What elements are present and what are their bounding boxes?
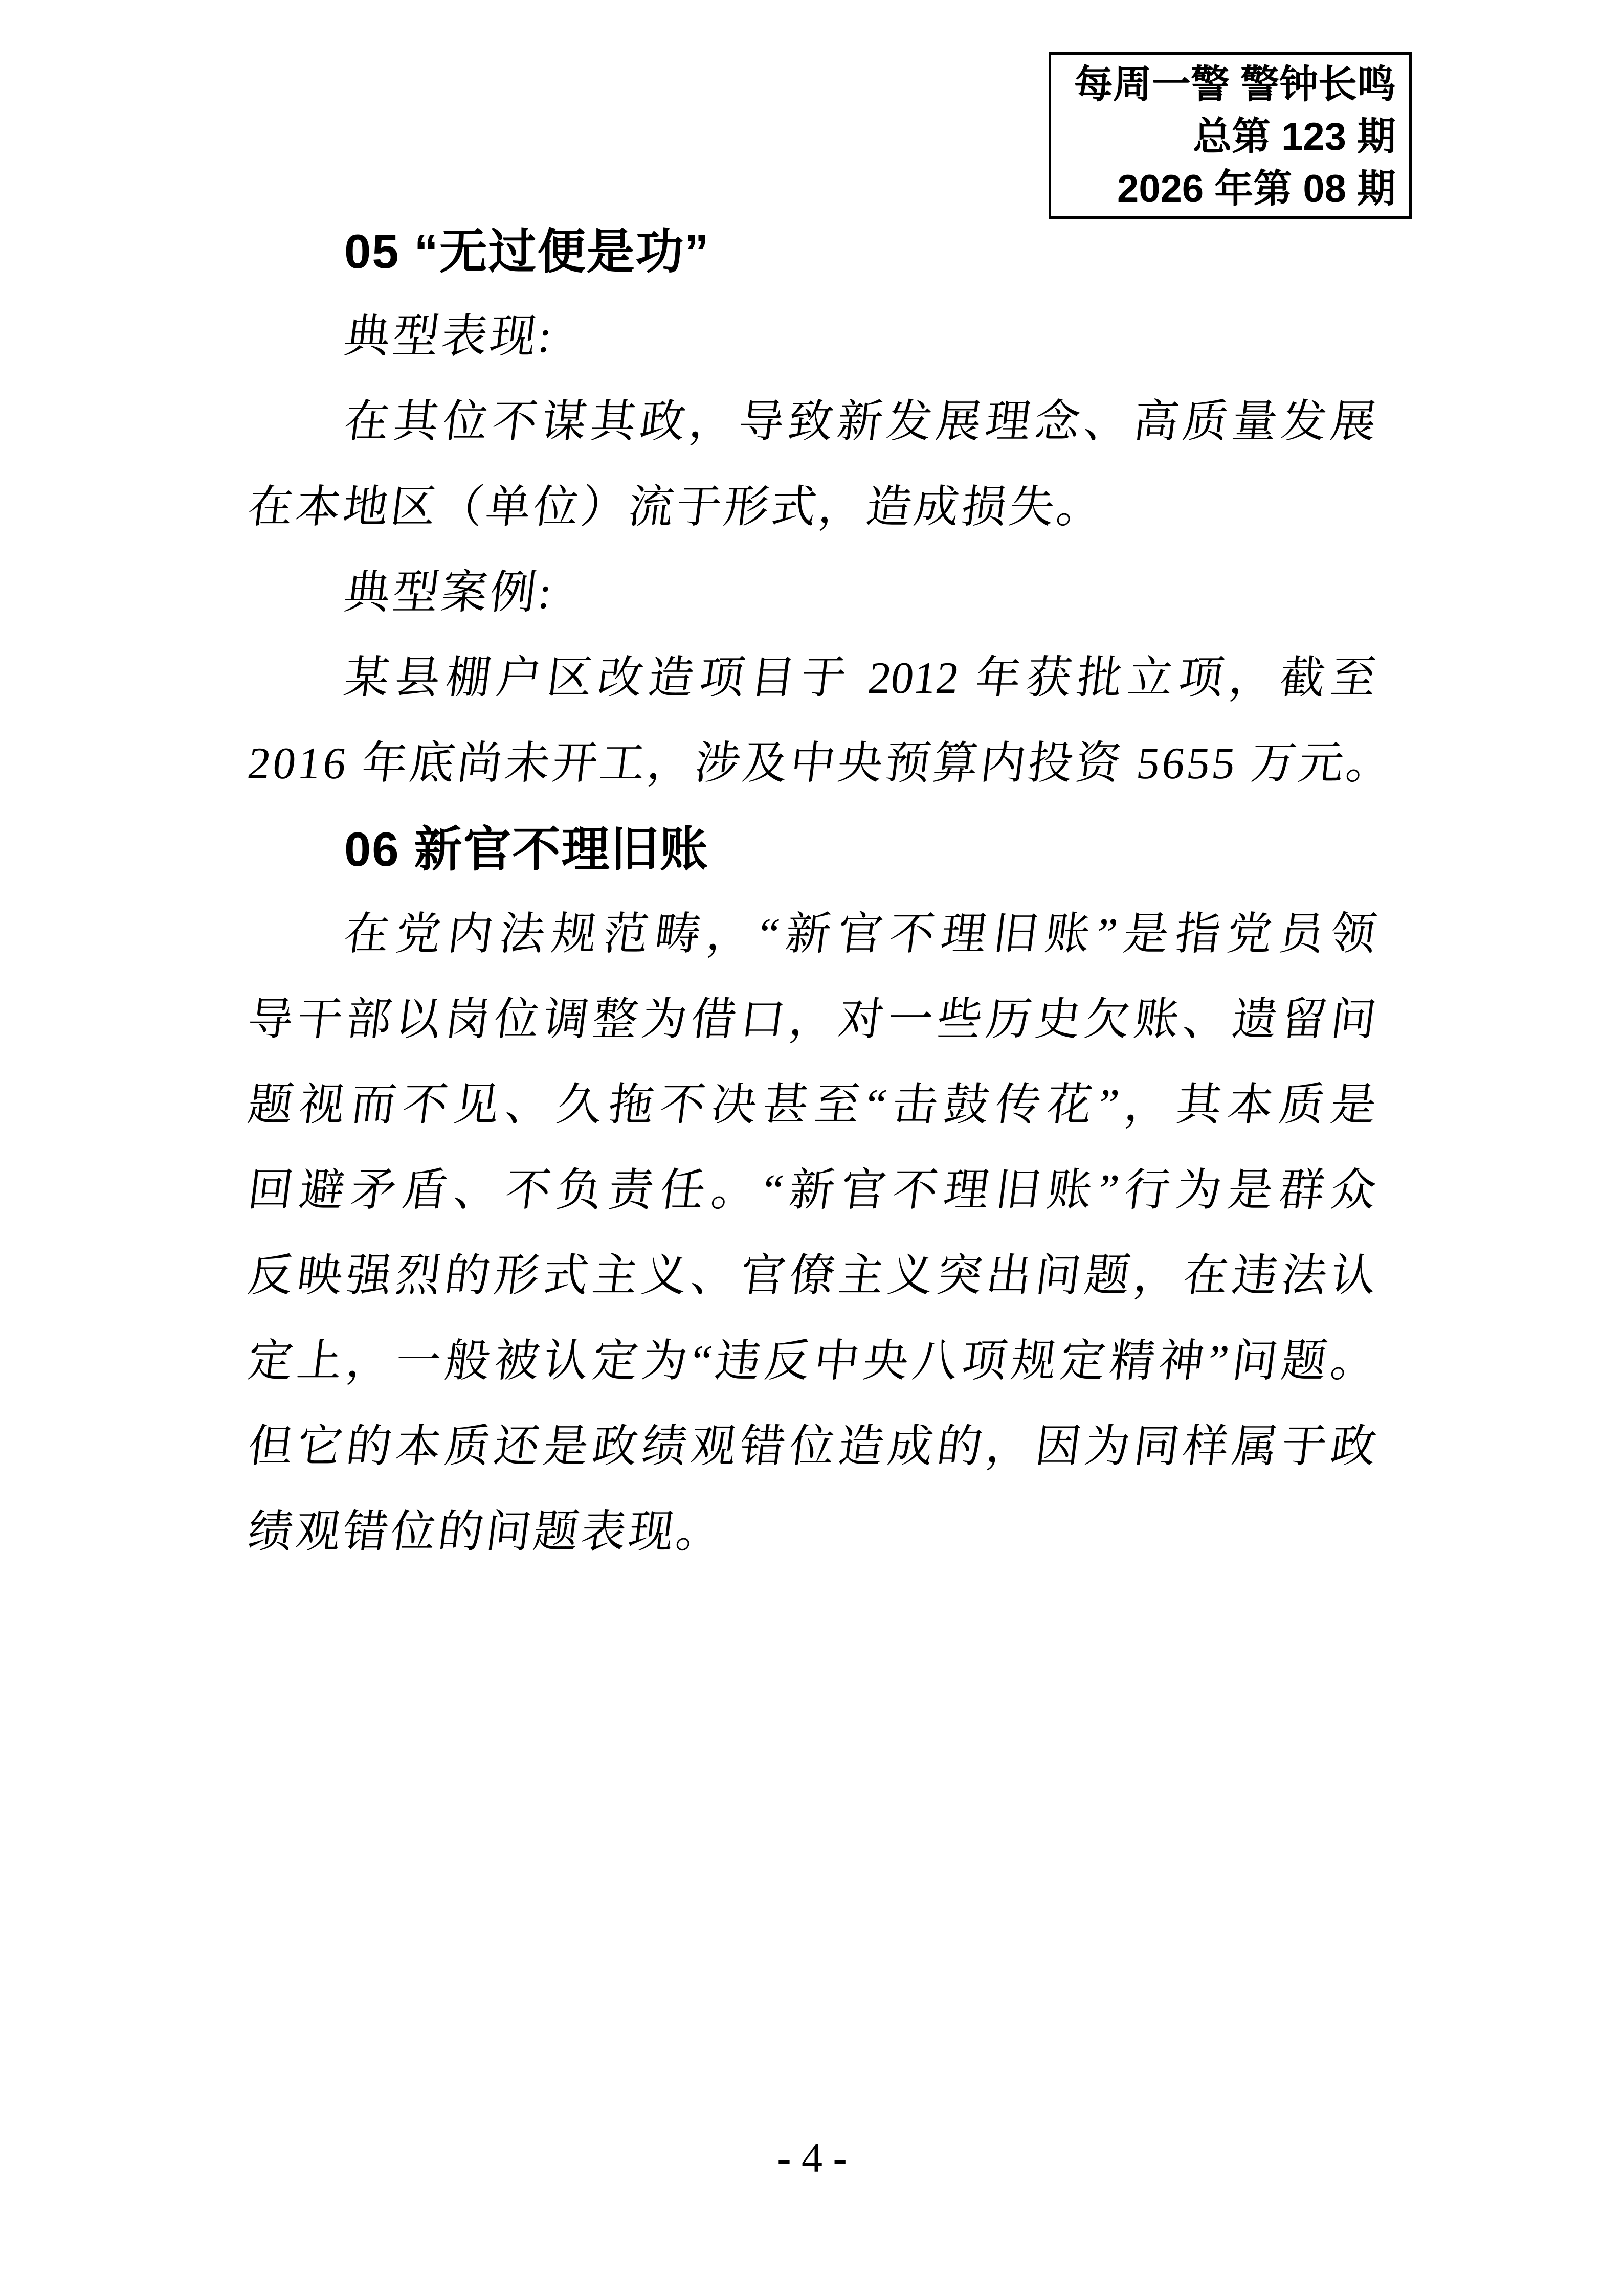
- paragraph-line: 2016 年底尚未开工，涉及中央预算内投资 5655 万元。: [245, 739, 1397, 789]
- document-body: [245, 209, 1397, 1575]
- paragraph-line: 绩观错位的问题表现。: [245, 1507, 727, 1557]
- issue-total-number: 总第 123 期: [1192, 115, 1396, 159]
- paragraph-line: 导干部以岗位调整为借口，对一些历史欠账、遗留问: [245, 995, 1379, 1045]
- paragraph-line: 某县棚户区改造项目于 2012 年获批立项，截至: [341, 654, 1379, 703]
- subheading-typical-case: 典型案例:: [341, 568, 558, 618]
- paragraph-line: 定上，一般被认定为“违反中央八项规定精神”问题。: [245, 1337, 1379, 1386]
- paragraph-line: 在其位不谋其政，导致新发展理念、高质量发展: [341, 397, 1379, 447]
- paragraph-line: 在党内法规范畴，“新官不理旧账”是指党员领: [341, 910, 1379, 959]
- paragraph-line: 在本地区（单位）流于形式，造成损失。: [245, 483, 1107, 532]
- paragraph-line: 反映强烈的形式主义、官僚主义突出问题，在违法认: [245, 1251, 1379, 1301]
- paragraph-line: 题视而不见、久拖不决甚至“击鼓传花”，其本质是: [245, 1081, 1379, 1130]
- subheading-typical-behavior: 典型表现:: [341, 311, 558, 362]
- issue-header-box: [1049, 52, 1412, 219]
- issue-year-number: 2026 年第 08 期: [1117, 167, 1396, 211]
- paragraph-line: 但它的本质还是政绩观错位造成的，因为同样属于政: [245, 1422, 1379, 1472]
- journal-title: 每周一警 警钟长鸣: [1074, 63, 1396, 106]
- page-number: - 4 -: [777, 2134, 847, 2181]
- section-heading-05: 05 “无过便是功”: [344, 224, 710, 278]
- section-heading-06: 06 新官不理旧账: [344, 822, 709, 876]
- paragraph-line: 回避矛盾、不负责任。“新官不理旧账”行为是群众: [245, 1166, 1379, 1215]
